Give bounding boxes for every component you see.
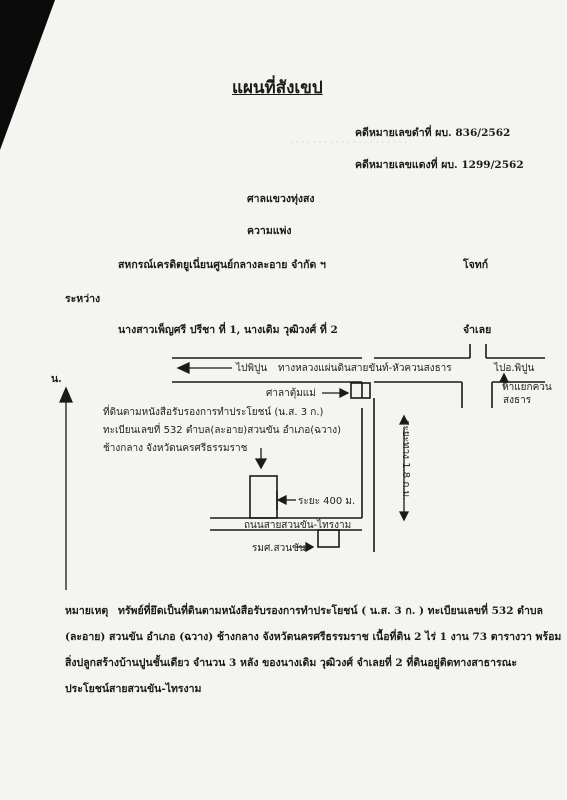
- highway-label: ทางหลวงแผ่นดินสายขันท์-หัวควนสงธาร: [278, 363, 452, 374]
- faint-bleed-text: · · · · · · · · · · · · · · · · · · · · ·: [290, 138, 408, 148]
- remark-line-1: ทรัพย์ที่ยึดเป็นที่ดินตามหนังสือรับรองการทำประโยชน์ ( น.ส. 3 ก. ) ทะเบียนเลขที่ 532 ตำบล: [118, 605, 543, 617]
- parcel-label-2: ทะเบียนเลขที่ 532 ตำบล(ละอาย)สวนขัน อำเภอ(ฉวาง): [103, 425, 341, 436]
- plaintiff-role: โจทก์: [463, 259, 489, 271]
- court-name: ศาลแขวงทุ่งสง: [247, 193, 315, 205]
- remark-line-2: (ละอาย) สวนขัน อำเภอ (ฉวาง) ช้างกลาง จังหวัดนครศรีธรรมราช เนื้อที่ดิน 2 ไร่ 1 งาน 73 ตารางวา พร้อม: [65, 631, 562, 643]
- remark-line-3: สิ่งปลูกสร้างบ้านปูนชั้นเดียว จำนวน 3 หลัง ของนางเดิม วุฒิวงศ์ จำเลยที่ 2 ที่ดินอยู่ติดทางสาธารณะ: [65, 657, 517, 669]
- red-case-number: คดีหมายเลขแดงที่ ผบ. 1299/2562: [355, 159, 524, 171]
- distance-vertical-label: ระยะทาง 1.8 ก.ม.: [400, 420, 411, 501]
- arrow-left-icon: [178, 363, 189, 373]
- arrow-left-small-icon: [278, 496, 286, 504]
- to-village-label-1: ไปอ.พิปูน: [494, 363, 535, 374]
- black-case-number: คดีหมายเลขดำที่ ผบ. 836/2562: [355, 127, 511, 139]
- remark-label: หมายเหตุ: [65, 605, 109, 617]
- defendant-role: จำเลย: [463, 324, 492, 336]
- to-village-label-3: สงธาร: [503, 395, 532, 406]
- to-phipun-label: ไปพิปูน: [236, 363, 268, 374]
- to-village-label-2: ห้าแยกควน: [502, 382, 552, 393]
- arrow-down-icon: [256, 459, 266, 468]
- sala-box: [351, 383, 370, 398]
- property-parcel: [250, 476, 277, 518]
- distance-horizontal-label: ระยะ 400 ม.: [298, 496, 356, 507]
- defendant-names: นางสาวเพ็ญศรี ปรีชา ที่ 1, นางเดิม วุฒิวงศ์ ที่ 2: [118, 324, 338, 336]
- remark-line-4: ประโยชน์สายสวนขัน-ไทรงาม: [65, 683, 202, 695]
- lower-road-label: ถนนสายสวนขัน-ไทรงาม: [244, 520, 352, 531]
- between-label: ระหว่าง: [65, 293, 101, 305]
- north-arrow-head: [60, 388, 72, 402]
- north-label: น.: [51, 373, 62, 385]
- school-label: รมศ.สวนขัน: [252, 543, 306, 554]
- parcel-label-3: ช้างกลาง จังหวัดนครศรีธรรมราช: [103, 443, 248, 454]
- case-type: ความแพ่ง: [247, 225, 292, 237]
- arrow-down2-icon: [400, 512, 408, 520]
- arrow-right2-icon: [306, 543, 313, 551]
- page-title: แผนที่สังเขป: [232, 78, 323, 98]
- arrow-right-icon: [340, 389, 348, 397]
- parcel-label-1: ที่ดินตามหนังสือรับรองการทำประโยชน์ (น.ส. 3 ก.): [103, 407, 324, 418]
- plaintiff-name: สหกรณ์เครดิตยูเนี่ยนศูนย์กลางละอาย จำกัด ฯ: [118, 259, 326, 271]
- sala-label: ศาลาตุ้มแม่: [266, 388, 316, 399]
